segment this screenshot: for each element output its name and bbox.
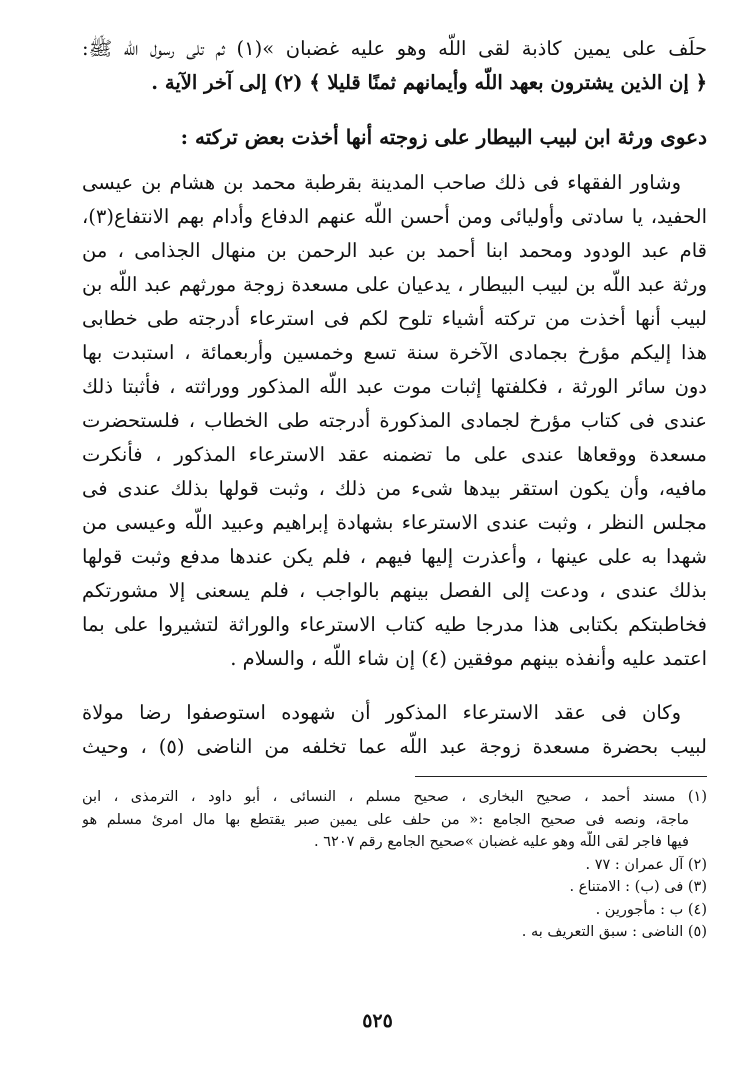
footnote-5: (٥) الناضى : سبق التعريف به . bbox=[521, 924, 707, 940]
text-line: قام عبد الودود ومحمد ابنا أحمد بن عبد الرحمن بن منهال الجذامى ، من bbox=[82, 239, 707, 262]
section-heading bbox=[82, 120, 707, 154]
footnote-3: (٣) فى (ب) : الامتناع . bbox=[569, 879, 707, 895]
text-line: فخاطبتكم بكتابى هذا مدرجا طيه كتاب الاسترعاء والوراثة لتشيروا على بما bbox=[82, 613, 707, 636]
page-number: ٥٢٥ bbox=[362, 1010, 393, 1032]
text-line: الحفيد، يا سادتى وأوليائى ومن أحسن اللّه عنهم الدفاع وأدام بهم الانتفاع(٣)، bbox=[82, 205, 707, 228]
text-line: مسعدة ووقعاها عندى على ما تضمنه عقد الاسترعاء المذكور ، فأنكرت bbox=[82, 443, 707, 466]
intro-block bbox=[82, 32, 707, 100]
text-line: مافيه، وأن يكون استقر بيدها شىء من ذلك ، وثبت قولها بذلك عندى فى bbox=[82, 477, 707, 500]
footnote-4: (٤) ب : مأجورين . bbox=[595, 901, 707, 918]
paragraph-main bbox=[82, 166, 707, 676]
text-line: وكان فى عقد الاسترعاء المذكور أن شهوده استوصفوا رضا مولاة bbox=[82, 701, 681, 724]
text-line: لبيب أنها أخذت من تركته أشياء تلوح لكم فى استرعاء أدرجته طى خطابى bbox=[82, 307, 707, 330]
text-line: بذلك عندى ، ودعت إلى الفصل بينهم بالواجب ، فلم يسعنى إلا مشورتكم bbox=[82, 579, 707, 602]
paragraph-second bbox=[82, 696, 707, 764]
text-line: دون سائر الورثة ، فكلفتها إثبات موت عبد اللّه المذكور ووراثته ، فأثبتا ذلك bbox=[82, 375, 707, 398]
text-line: حلَف على يمين كاذبة لقى اللّه وهو عليه غضبان »(١) ثم تلى رسول اللّه ﷺ: bbox=[82, 37, 707, 60]
text-line: اعتمد عليه وأنفذه بينهم موفقين (٤) إن شاء اللّه ، والسلام . bbox=[230, 647, 707, 670]
text-line: عندى فى كتاب مؤرخ لجمادى المذكورة أدرجته طى الخطاب ، فلستحضرت bbox=[82, 409, 707, 432]
text-line: لبيب بحضرة مسعدة زوجة عبد اللّه عما تخلفه من الناضى (٥) ، وحيث bbox=[82, 735, 707, 758]
text-line: ورثة عبد اللّه بن لبيب البيطار ، يدعيان على مسعدة زوجة مورثهم عبد اللّه بن bbox=[82, 273, 707, 296]
quran-verse-line: ﴿ إن الذين يشترون بعهد اللّه وأيمانهم ثمنًا قليلا ﴾ (٢) إلى آخر الآية . bbox=[151, 71, 707, 94]
section-heading-text: دعوى ورثة ابن لبيب البيطار على زوجته أنها أخذت بعض تركته : bbox=[180, 125, 707, 149]
footnote-1-line: (١) مسند أحمد ، صحيح البخارى ، صحيح مسلم ، النسائى ، أبو داود ، الترمذى ، ابن bbox=[82, 789, 707, 805]
footnote-1-line: ماجة، ونصه فى صحيح الجامع :« من حلف على يمين صبر يقتطع بها مال امرئ مسلم هو bbox=[82, 811, 689, 828]
footnote-divider bbox=[415, 776, 707, 777]
footnote-2: (٢) آل عمران : ٧٧ . bbox=[585, 856, 707, 873]
text-line: هذا إليكم مؤرخ بجمادى الآخرة سنة تسع وخمسين وأربعمائة ، استبدت بها bbox=[82, 341, 707, 364]
footnotes bbox=[82, 786, 707, 944]
footnote-1-line: فيها فاجر لقى اللّه وهو عليه غضبان »صحيح الجامع رقم ٦٢٠٧ . bbox=[314, 834, 689, 850]
text-line: وشاور الفقهاء فى ذلك صاحب المدينة بقرطبة محمد بن هشام بن عيسى bbox=[82, 171, 681, 194]
text-line: شهدا به على عينها ، وأعذرت إليها فيهم ، فلم يكن عندها مدفع وثبت قولها bbox=[82, 545, 707, 568]
text-line: مجلس النظر ، وثبت عندى الاسترعاء بشهادة إبراهيم وعبيد اللّه وعيسى من bbox=[82, 511, 707, 534]
